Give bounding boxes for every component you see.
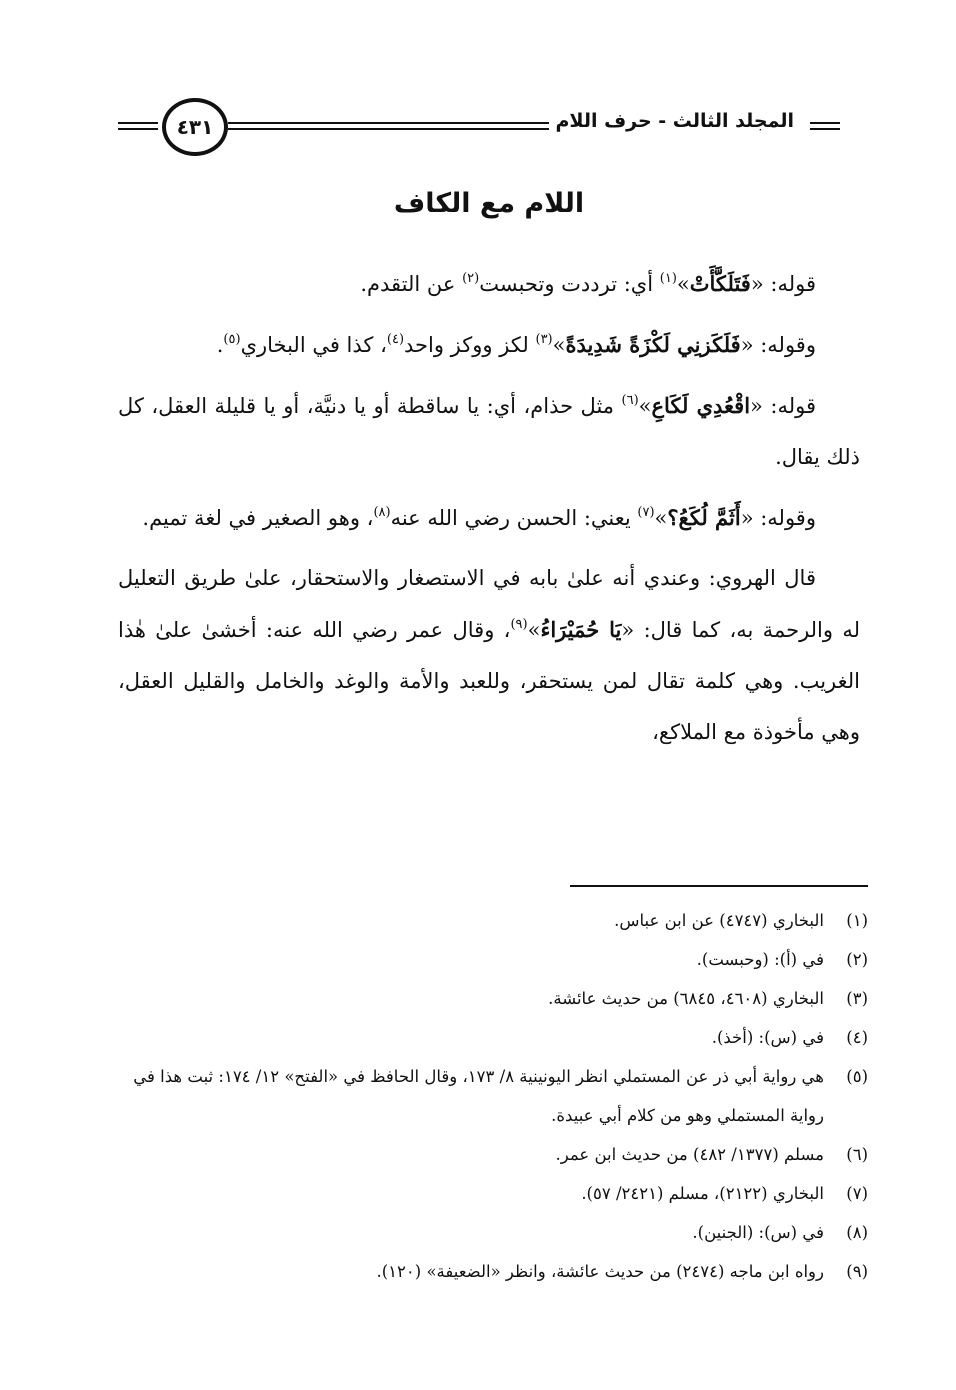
running-title: المجلد الثالث - حرف اللام <box>549 110 800 132</box>
main-text <box>118 258 860 758</box>
text-run: مثل حذام، أي: يا ساقطة أو يا دنيَّة، أو يا قليلة العقل، كل ذلك يقال. <box>118 394 860 469</box>
footnotes-list <box>108 901 868 1291</box>
running-header <box>118 96 840 160</box>
footnote-number: (٦) <box>846 1145 868 1164</box>
text-run: عن التقدم. <box>360 272 463 296</box>
text-run: » <box>527 618 541 642</box>
footnote-number: (٧) <box>846 1184 868 1203</box>
footnote-ref: (٧) <box>637 505 655 520</box>
paragraph <box>118 492 860 544</box>
footnote-text: مسلم (١٣٧٧/ ٤٨٢) من حديث ابن عمر. <box>555 1145 824 1164</box>
footnote <box>108 901 868 940</box>
text-run: ، كذا في البخاري <box>240 333 387 357</box>
footnote-ref: (٨) <box>373 505 391 520</box>
footnote-text: في (س): (الجنين). <box>692 1223 824 1242</box>
footnote-ref: (١) <box>659 271 677 286</box>
text-run: قال الهروي: وعندي أنه علىٰ بابه في الاستصغار والاستحقار، علىٰ طريق التعليل له والرحمة به، كما قال: « <box>118 566 860 642</box>
footnote-number: (٥) <box>846 1067 868 1086</box>
footnote-text: في (س): (أخذ). <box>711 1028 824 1047</box>
footnote-text: رواه ابن ماجه (٢٤٧٤) من حديث عائشة، وانظر «الضعيفة» (١٢٠). <box>376 1262 824 1281</box>
footnote <box>108 1213 868 1252</box>
text-run: وقوله: « <box>740 506 816 530</box>
text-run: لكز ووكز واحد <box>404 333 536 357</box>
text-run: » <box>552 333 566 357</box>
footnote <box>108 1018 868 1057</box>
footnote-text: هي رواية أبي ذر عن المستملي انظر اليونينية ٨/ ١٧٣، وقال الحافظ في «الفتح» ١٢/ ١٧٤: ثبت هذا في رواية المستملي وهو من كلام أبي عبيدة. <box>133 1067 824 1125</box>
text-run: يعني: الحسن رضي الله عنه <box>390 506 638 530</box>
footnote-number: (٣) <box>846 989 868 1008</box>
header-rule-middle <box>228 122 565 130</box>
footnote <box>108 1135 868 1174</box>
footnote <box>108 1252 868 1291</box>
footnote-number: (٤) <box>846 1028 868 1047</box>
text-run: قوله: « <box>750 272 816 296</box>
footnote-number: (١) <box>846 911 868 930</box>
quoted-term: فَلَكَزنِي لَكْزَةً شَدِيدَةً <box>565 332 741 357</box>
footnote-separator <box>570 885 868 887</box>
quoted-term: فَتَلَكَّأَتْ <box>689 271 751 296</box>
footnote <box>108 1174 868 1213</box>
header-rule-right <box>810 122 840 130</box>
text-run: أي: ترددت وتحبست <box>479 272 660 296</box>
quoted-term: يَا حُمَيْرَاءُ <box>540 617 622 642</box>
footnote <box>108 940 868 979</box>
footnote-ref: (٩) <box>510 617 528 632</box>
quoted-term: أَثَمَّ لُكَعُ؟ <box>667 505 741 530</box>
text-run: قوله: « <box>750 394 816 418</box>
footnote <box>108 979 868 1018</box>
text-run: » <box>638 394 652 418</box>
paragraph <box>118 553 860 758</box>
footnote-text: البخاري (٤٧٤٧) عن ابن عباس. <box>614 911 824 930</box>
paragraph <box>118 319 860 371</box>
footnote-ref: (٤) <box>386 332 405 347</box>
text-run: . <box>216 333 224 357</box>
text-run: » <box>676 272 690 296</box>
text-run: ، وهو الصغير في لغة تميم. <box>142 506 374 530</box>
quoted-term: اقْعُدِي لَكَاعِ <box>651 393 751 418</box>
footnote-number: (٢) <box>846 950 868 969</box>
footnote-ref: (٣) <box>535 332 553 347</box>
paragraph <box>118 380 860 483</box>
footnote-ref: (٦) <box>621 393 639 408</box>
paragraph <box>118 258 860 310</box>
footnote-number: (٩) <box>846 1262 868 1281</box>
text-run: ، وقال عمر رضي الله عنه: أخشىٰ علىٰ هٰذا الغريب. وهي كلمة تقال لمن يستحقر، وللعبد والأمة والوغد والخامل والقليل العقل، وهي مأخوذة مع الملاكع، <box>118 618 860 744</box>
footnote-ref: (٢) <box>462 271 480 286</box>
footnote-text: البخاري (٤٦٠٨، ٦٨٤٥) من حديث عائشة. <box>548 989 824 1008</box>
footnote-text: البخاري (٢١٢٢)، مسلم (٢٤٢١/ ٥٧). <box>581 1184 824 1203</box>
page-number: ٤٣١ <box>162 98 228 156</box>
header-rule-left <box>118 122 158 130</box>
footnote <box>108 1057 868 1135</box>
section-title: اللام مع الكاف <box>393 188 585 219</box>
footnote-ref: (٥) <box>223 332 241 347</box>
footnote-text: في (أ): (وحبست). <box>696 950 824 969</box>
footnote-number: (٨) <box>846 1223 868 1242</box>
text-run: وقوله: « <box>740 333 816 357</box>
text-run: » <box>654 506 668 530</box>
